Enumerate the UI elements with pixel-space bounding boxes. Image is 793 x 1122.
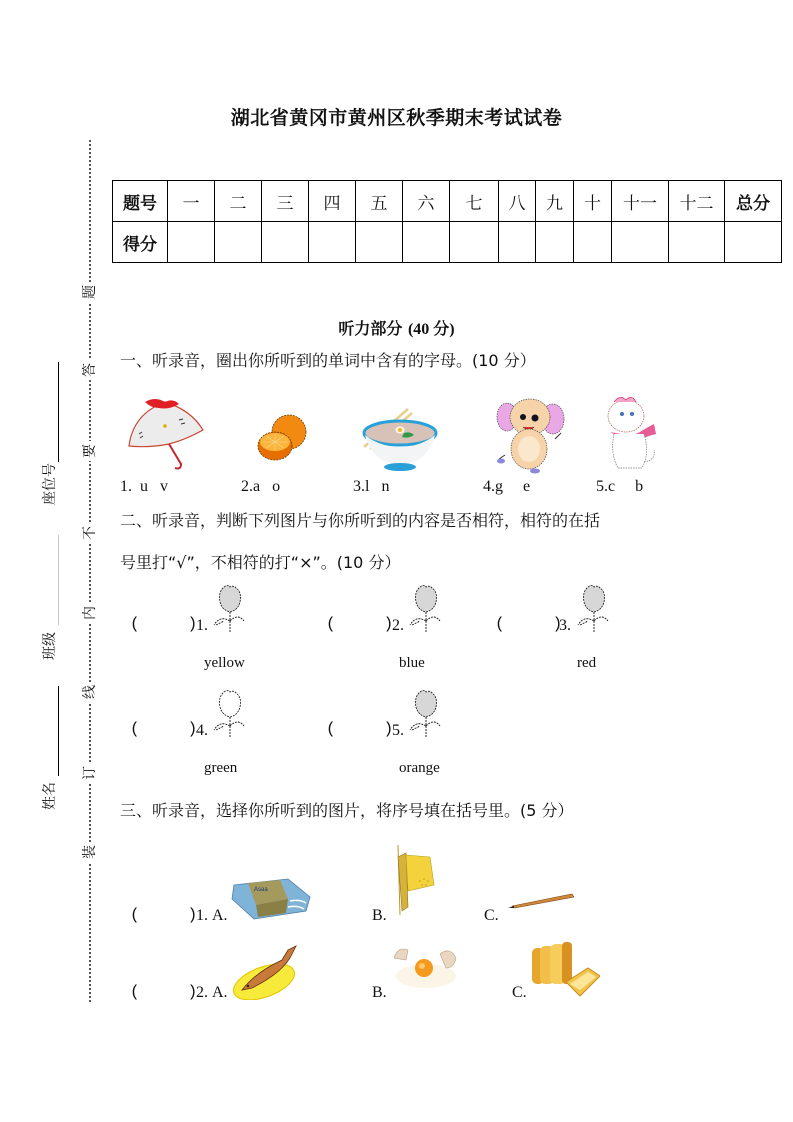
seal-char-yao: 要: [80, 441, 100, 461]
q2-item-5-word: orange: [399, 760, 440, 776]
row-header-score: 得分: [113, 222, 168, 263]
eraser-icon: [230, 877, 314, 921]
fish-on-plate-icon: [230, 942, 302, 1000]
score-table-header-row: [113, 181, 782, 222]
col-10: 十: [574, 181, 612, 222]
q2-title-line1: 二、听录音，判断下列图片与你所听到的内容是否相符，相符的在括: [120, 511, 601, 530]
q3-item-2-option-a: A.: [212, 984, 228, 1001]
q3-item-1-number: 1.: [196, 907, 208, 924]
q3-item-2-number: 2.: [196, 984, 208, 1001]
seal-char-ti: 题: [80, 282, 100, 302]
pencil-icon: [508, 890, 578, 910]
pencil-sharpener-icon: [392, 845, 442, 917]
score-cell-9[interactable]: [536, 222, 574, 263]
col-1: 一: [168, 181, 215, 222]
q1-item-5-label: 5.c b: [596, 478, 644, 495]
q2-item-4-word: green: [204, 760, 238, 776]
score-cell-11[interactable]: [612, 222, 669, 263]
score-table-score-row: [113, 222, 782, 263]
q1-item-2-label: 2.a o: [241, 478, 281, 495]
seal-char-da: 答: [80, 360, 100, 380]
score-cell-1[interactable]: [168, 222, 215, 263]
row-header-question-no: 题号: [113, 181, 168, 222]
svg-text:Asaa: Asaa: [254, 887, 268, 893]
col-4: 四: [309, 181, 356, 222]
q2-item-3-word: red: [577, 655, 597, 671]
q3-item-2-answer-paren[interactable]: ( ): [130, 983, 198, 1001]
q2-item-3-answer-paren[interactable]: ( ): [495, 615, 563, 633]
q2-item-5-number: 5.: [392, 722, 404, 739]
q3-item-2-option-c: C.: [512, 984, 527, 1001]
col-6: 六: [403, 181, 450, 222]
q1-item-3-label: 3.l n: [353, 478, 390, 495]
exam-title: 湖北省黄冈市黄州区秋季期末考试试卷: [230, 107, 563, 129]
name-label: 姓名: [42, 782, 58, 810]
q1-item-4-label: 4.g e: [483, 478, 531, 495]
seal-char-nei: 内: [80, 603, 100, 623]
q2-item-4-answer-paren[interactable]: ( ): [130, 720, 198, 738]
score-cell-12[interactable]: [669, 222, 725, 263]
q3-item-2-option-b: B.: [372, 984, 387, 1001]
score-cell-8[interactable]: [499, 222, 536, 263]
oranges-icon: [255, 412, 311, 464]
score-cell-5[interactable]: [356, 222, 403, 263]
seal-char-xian: 线: [80, 682, 100, 702]
score-cell-3[interactable]: [262, 222, 309, 263]
q3-item-1-option-a: A.: [212, 907, 228, 924]
col-5: 五: [356, 181, 403, 222]
seat-number-line[interactable]: [58, 362, 59, 462]
q1-item-1-label: 1. u v: [120, 478, 168, 495]
umbrella-icon: [125, 396, 207, 471]
seal-char-ding: 订: [80, 763, 100, 783]
flower-icon: [210, 583, 250, 635]
q2-item-1-number: 1.: [196, 617, 208, 634]
score-cell-6[interactable]: [403, 222, 450, 263]
white-cat-icon: [600, 392, 660, 472]
score-cell-10[interactable]: [574, 222, 612, 263]
col-12: 十二: [669, 181, 725, 222]
q2-item-4-number: 4.: [196, 722, 208, 739]
score-cell-2[interactable]: [215, 222, 262, 263]
bread-icon: [528, 940, 600, 1000]
section-heading: [0, 316, 793, 339]
col-total: 总分: [725, 181, 782, 222]
q2-item-5-answer-paren[interactable]: ( ): [326, 720, 394, 738]
section-title: 听力部分: [338, 319, 403, 338]
seat-number-label: 座位号: [42, 463, 58, 505]
binding-dotted-line: [89, 140, 91, 1002]
score-cell-4[interactable]: [309, 222, 356, 263]
q1-title: 一、听录音，圈出你所听到的单词中含有的字母。(10 分）: [120, 351, 536, 370]
score-cell-7[interactable]: [450, 222, 499, 263]
q3-item-1-answer-paren[interactable]: ( ): [130, 906, 198, 924]
seal-char-bu: 不: [80, 523, 100, 543]
q3-title: 三、听录音，选择你所听到的图片，将序号填在括号里。(5 分）: [120, 801, 574, 820]
q2-item-2-number: 2.: [392, 617, 404, 634]
cracked-egg-icon: [390, 944, 460, 992]
col-2: 二: [215, 181, 262, 222]
class-line[interactable]: [58, 535, 59, 625]
score-table: [112, 180, 782, 263]
noodle-bowl-icon: [360, 405, 440, 473]
q3-item-1-option-b: B.: [372, 907, 387, 924]
flower-icon: [406, 583, 446, 635]
col-8: 八: [499, 181, 536, 222]
q2-title-line2: 号里打“√”，不相符的打“×”。(10 分）: [120, 553, 401, 572]
flower-icon: [406, 688, 446, 740]
q2-item-2-word: blue: [399, 655, 425, 671]
flower-icon: [574, 583, 614, 635]
col-11: 十一: [612, 181, 669, 222]
section-points: (40 分): [407, 321, 455, 338]
q2-item-3-number: 3.: [559, 617, 571, 634]
class-label: 班级: [42, 632, 58, 660]
col-3: 三: [262, 181, 309, 222]
col-7: 七: [450, 181, 499, 222]
name-line[interactable]: [58, 686, 59, 776]
q3-item-1-option-c: C.: [484, 907, 499, 924]
cartoon-mouse-icon: [495, 395, 567, 475]
q2-item-2-answer-paren[interactable]: ( ): [326, 615, 394, 633]
score-cell-total[interactable]: [725, 222, 782, 263]
col-9: 九: [536, 181, 574, 222]
flower-outline-icon: [210, 688, 250, 740]
q2-item-1-answer-paren[interactable]: ( ): [130, 615, 198, 633]
q2-item-1-word: yellow: [204, 655, 245, 671]
seal-char-zhuang: 装: [80, 842, 100, 862]
